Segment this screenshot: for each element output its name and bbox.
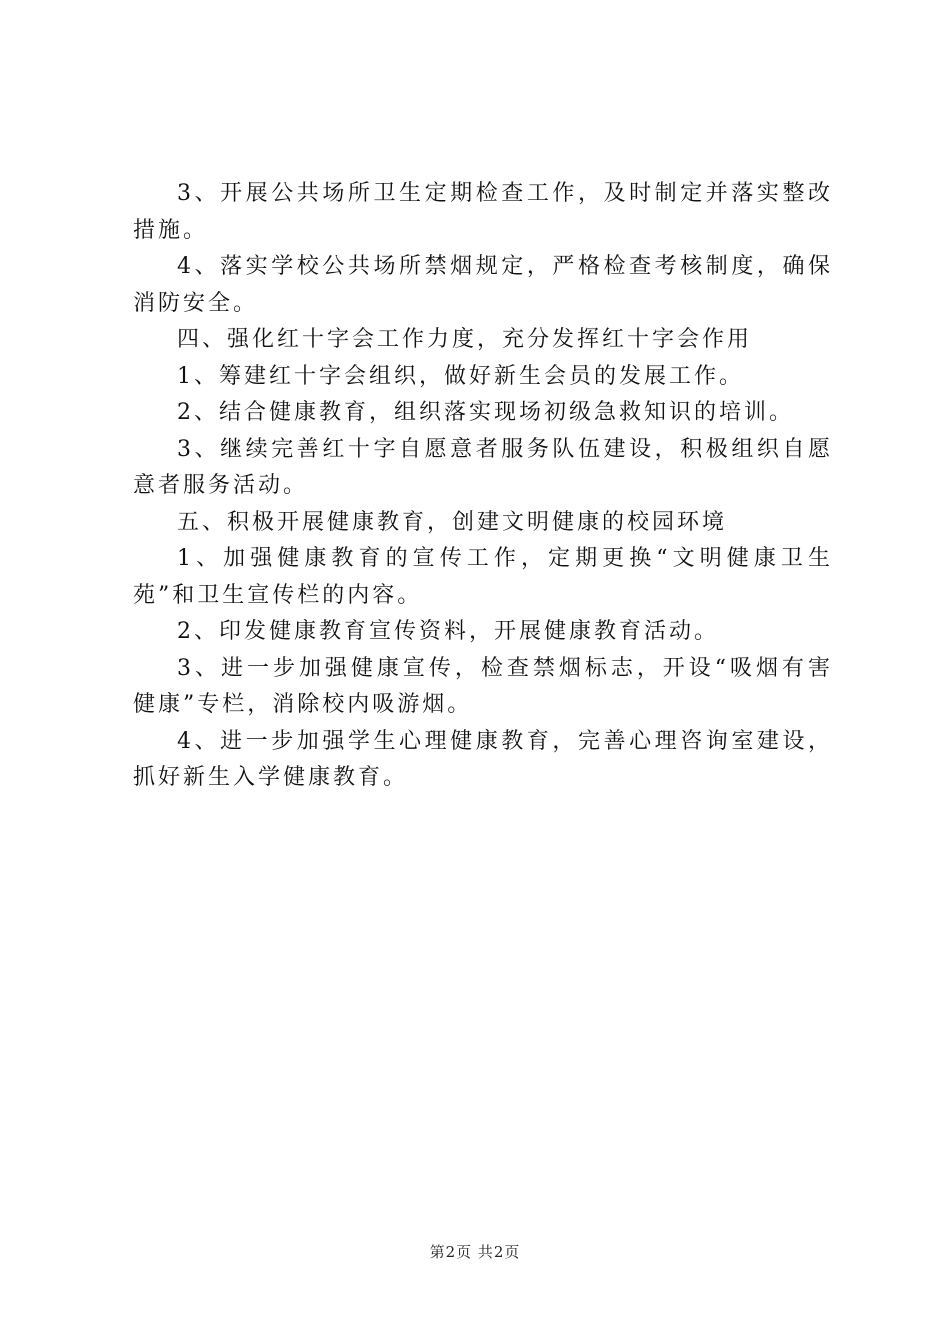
- paragraph-item-1-publicity: 1、加强健康教育的宣传工作，定期更换“文明健康卫生苑”和卫生宣传栏的内容。: [133, 546, 833, 608]
- document-body: [133, 176, 833, 797]
- paragraph-item-3-inspection: 3、开展公共场所卫生定期检查工作，及时制定并落实整改措施。: [133, 181, 833, 243]
- section-heading-red-cross: 四、强化红十字会工作力度，充分发挥红十字会作用: [177, 327, 753, 352]
- paragraph-item-3-smoking-column: 3、进一步加强健康宣传，检查禁烟标志，开设“吸烟有害健康”专栏，消除校内吸游烟。: [133, 655, 833, 717]
- paragraph-item-3-volunteers: 3、继续完善红十字自愿意者服务队伍建设，积极组织自愿意者服务活动。: [133, 436, 833, 498]
- paragraph-item-2-materials: 2、印发健康教育宣传资料，开展健康教育活动。: [177, 619, 719, 644]
- section-heading-health-education: 五、积极开展健康教育，创建文明健康的校园环境: [177, 509, 728, 535]
- paragraph-item-1-red-cross-org: 1、筹建红十字会组织，做好新生会员的发展工作。: [177, 363, 744, 389]
- page-number-footer: 第2页 共2页: [429, 1243, 521, 1261]
- paragraph-item-4-no-smoking: 4、落实学校公共场所禁烟规定，严格检查考核制度，确保消防安全。: [133, 254, 833, 316]
- paragraph-item-4-mental-health: 4、进一步加强学生心理健康教育，完善心理咨询室建设，抓好新生入学健康教育。: [133, 728, 833, 790]
- paragraph-item-2-first-aid: 2、结合健康教育，组织落实现场初级急救知识的培训。: [177, 400, 794, 425]
